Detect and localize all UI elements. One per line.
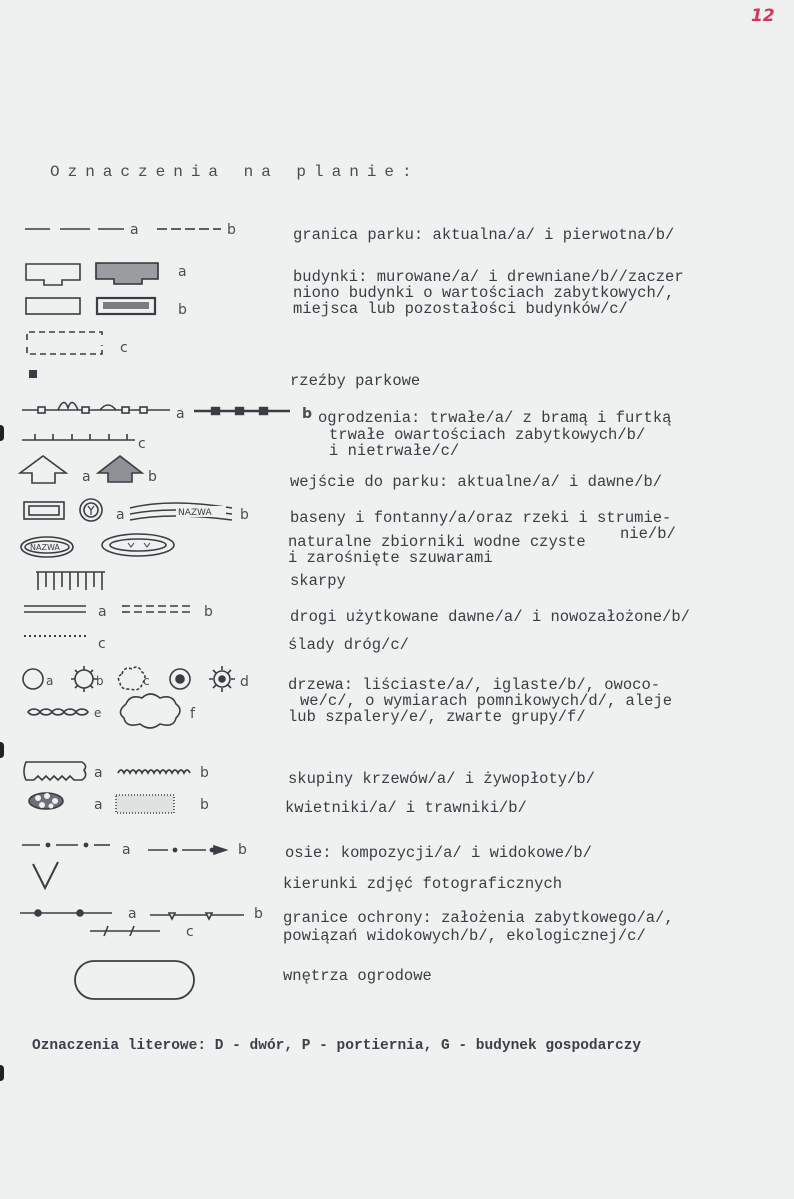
wooden-building-icon [26, 298, 80, 314]
letter-e: e [94, 706, 102, 720]
lawn-icon [116, 795, 174, 813]
letter-a: a [94, 797, 103, 813]
building-remains-icon [27, 332, 102, 354]
deciduous-tree-icon [23, 669, 43, 689]
legend-ogrodzenia-line1: ogrodzenia: trwałe/a/ z bramą i furtką [318, 409, 672, 427]
page-title: Oznaczenia na planie: [50, 163, 420, 181]
letter-d: d [240, 674, 249, 690]
monumental-conifer-icon [209, 666, 235, 692]
letter-a: a [178, 264, 187, 280]
legend-baseny-line2: nie/b/ [620, 525, 676, 543]
legend-kierunki: kierunki zdjęć fotograficznych [283, 875, 563, 893]
hedge-icon [118, 770, 190, 773]
conifer-tree-icon [71, 666, 97, 692]
letter-a: a [46, 674, 54, 688]
letter-c: c [120, 340, 128, 356]
letter-c: c [186, 924, 194, 940]
legend-granica: granica parku: aktualna/a/ i pierwotna/b/ [293, 226, 675, 244]
letter-a: a [122, 842, 131, 858]
letter-c: c [138, 436, 146, 452]
legend-ochrona-line1: granice ochrony: założenia zabytkowego/a/, [283, 909, 674, 927]
protection-border-historic-icon [20, 910, 112, 916]
legend-wnetrza: wnętrza ogrodowe [283, 967, 432, 985]
letter-a: a [116, 507, 125, 523]
letter-b: b [240, 507, 249, 523]
letter-f: f [190, 706, 195, 722]
page-number: 12 [751, 6, 775, 26]
letter-b: b [148, 469, 157, 485]
river-name-label: NAZWA [178, 508, 212, 518]
letter-b: b [227, 222, 236, 238]
tree-alley-icon [28, 709, 88, 715]
legend-ochrona-line2: powiązań widokowych/b/, ekologicznej/c/ [283, 927, 646, 945]
letter-b: b [302, 406, 313, 422]
letter-a: a [176, 406, 185, 422]
legend-ogrodzenia-line3: i nietrwałe/c/ [329, 442, 460, 460]
legend-budynki-line1: budynki: murowane/a/ i drewniane/b//zaczer [293, 268, 684, 286]
sculpture-icon [29, 370, 37, 378]
legend-baseny-line4: i zarośnięte szuwarami [288, 549, 493, 567]
legend-baseny-line3: naturalne zbiorniki wodne czyste [288, 533, 586, 551]
letter-b: b [200, 797, 209, 813]
protection-border-ecological-icon [90, 926, 160, 936]
letter-c: c [143, 674, 150, 688]
legend-baseny-line1: baseny i fontanny/a/oraz rzeki i strumie- [290, 509, 672, 527]
letter-a: a [82, 469, 91, 485]
composition-axis-icon [22, 843, 110, 846]
legend-ogrodzenia-line2: trwałe owartościach zabytkowych/b/ [329, 426, 646, 444]
protection-border-views-icon [150, 913, 244, 919]
letter-c: c [98, 636, 106, 652]
pond-name-label: NAZWA [30, 543, 60, 552]
letter-b: b [200, 765, 209, 781]
legend-krzewy: skupiny krzewów/a/ i żywopłoty/b/ [288, 770, 595, 788]
fence-temporary-icon [22, 434, 135, 440]
legend-budynki-line2: niono budynki o wartościach zabytkowych/, [293, 284, 675, 302]
tree-group-icon [120, 694, 180, 728]
entrance-former-icon [98, 456, 142, 482]
legend-kwietniki: kwietniki/a/ i trawniki/b/ [285, 799, 527, 817]
legend-slady: ślady dróg/c/ [288, 636, 409, 654]
flowerbed-icon [29, 793, 63, 809]
fruit-tree-icon [118, 667, 145, 690]
legend-budynki-line3: miejsca lub pozostałości budynków/c/ [293, 300, 628, 318]
letter-a: a [128, 906, 137, 922]
legend-drzewa-line1: drzewa: liściaste/a/, iglaste/b/, owoco- [288, 676, 661, 694]
garden-interior-icon [75, 961, 194, 999]
letter-b: b [254, 906, 263, 922]
legend-rzezby: rzeźby parkowe [290, 372, 421, 390]
letter-a: a [94, 765, 103, 781]
entrance-current-icon [20, 456, 66, 483]
fence-permanent-with-gate-icon [22, 402, 170, 413]
road-new-icon [122, 606, 192, 612]
legend-drzewa-line3: lub szpalery/e/, zwarte grupy/f/ [288, 708, 586, 726]
escarpment-icon [36, 572, 105, 590]
fence-historic-icon [194, 408, 290, 414]
letter-b: b [96, 674, 104, 688]
letter-b: b [204, 604, 213, 620]
photo-direction-icon [33, 862, 58, 888]
legend-osie: osie: kompozycji/a/ i widokowe/b/ [285, 844, 592, 862]
footer-note: Oznaczenia literowe: D - dwór, P - portiernia, G - budynek gospodarczy [32, 1038, 642, 1054]
highlighted-building-icon [96, 263, 158, 284]
letter-a: a [98, 604, 107, 620]
road-old-icon [24, 606, 86, 612]
shrub-group-icon [24, 762, 86, 780]
legend-drzewa-line2: we/c/, o wymiarach pomnikowych/d/, aleje [300, 692, 673, 710]
pool-icon [24, 502, 64, 519]
letter-a: a [130, 222, 139, 238]
legend-skarpy: skarpy [290, 572, 346, 590]
legend-wejscie: wejście do parku: aktualne/a/ i dawne/b/ [290, 473, 663, 491]
masonry-building-icon [26, 264, 80, 285]
letter-b: b [238, 842, 247, 858]
letter-b: b [178, 302, 187, 318]
view-axis-arrow-icon [148, 846, 226, 854]
monumental-tree-icon [170, 669, 190, 689]
overgrown-pond-icon [102, 534, 174, 556]
legend-drogi: drogi użytkowane dawne/a/ i nowozałożone/b/ [290, 608, 690, 626]
